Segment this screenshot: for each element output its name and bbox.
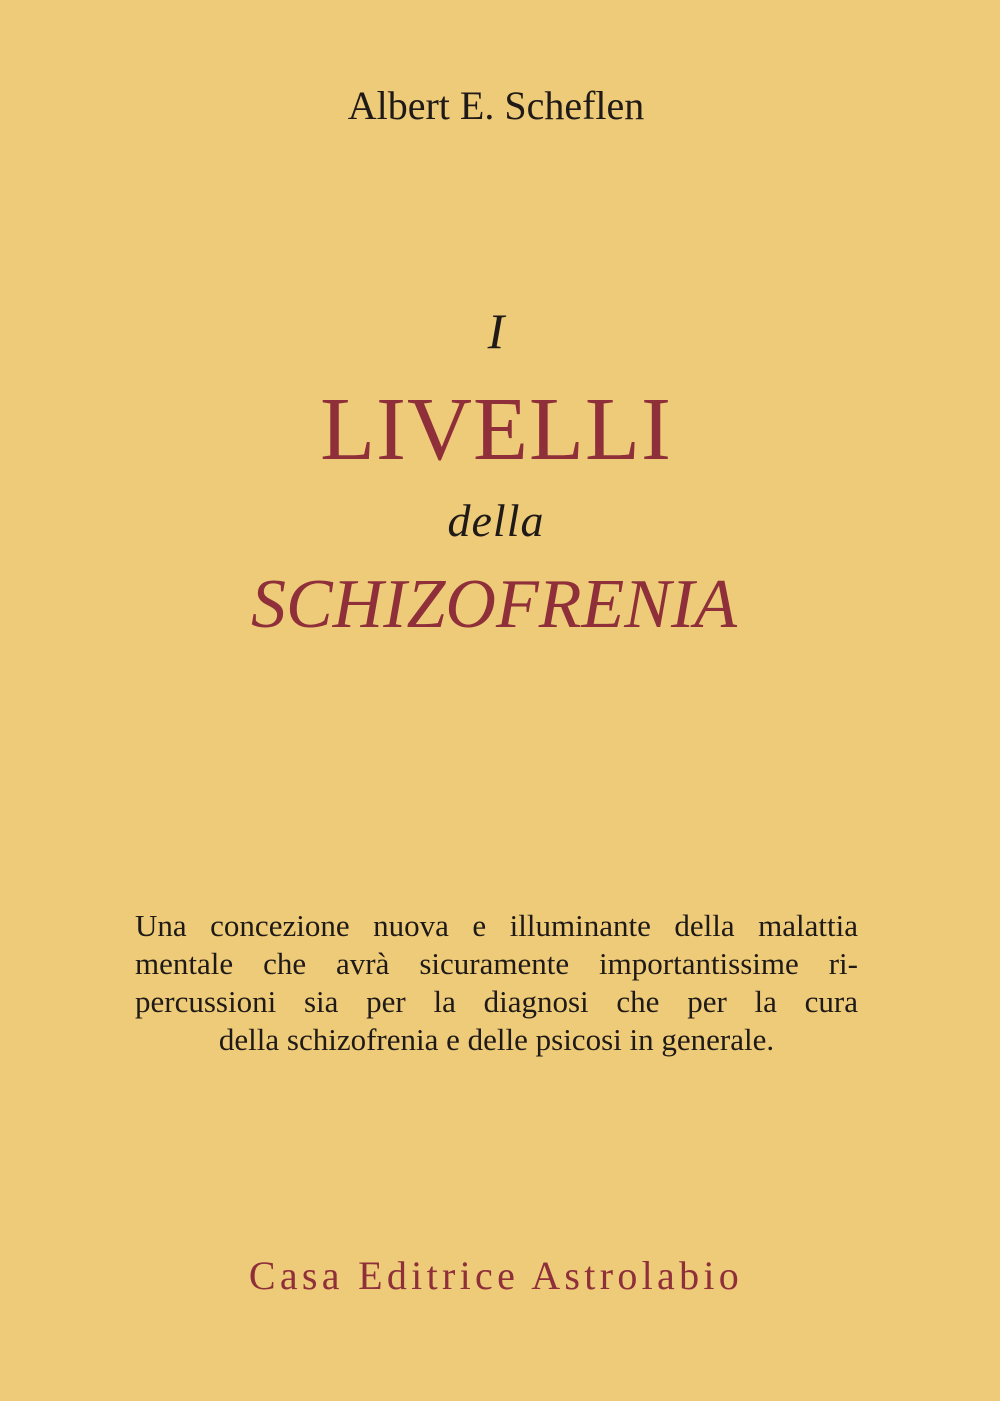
title-connector: della	[447, 495, 545, 546]
blurb-line: mentale che avrà sicuramente importantissime ri-	[135, 946, 858, 981]
blurb	[135, 907, 858, 1059]
title-main: LIVELLI	[320, 380, 672, 479]
blurb-line: percussioni sia per la diagnosi che per la cura	[135, 984, 858, 1019]
title-prefix: I	[487, 303, 505, 359]
title-subject: SCHIZOFRENIA	[250, 566, 738, 643]
blurb-line: della schizofrenia e delle psicosi in generale.	[218, 1022, 775, 1057]
author-name: Albert E. Scheflen	[347, 83, 645, 128]
publisher-name: Casa Editrice Astrolabio	[248, 1253, 744, 1298]
blurb-line: Una concezione nuova e illuminante della malattia	[135, 908, 858, 943]
